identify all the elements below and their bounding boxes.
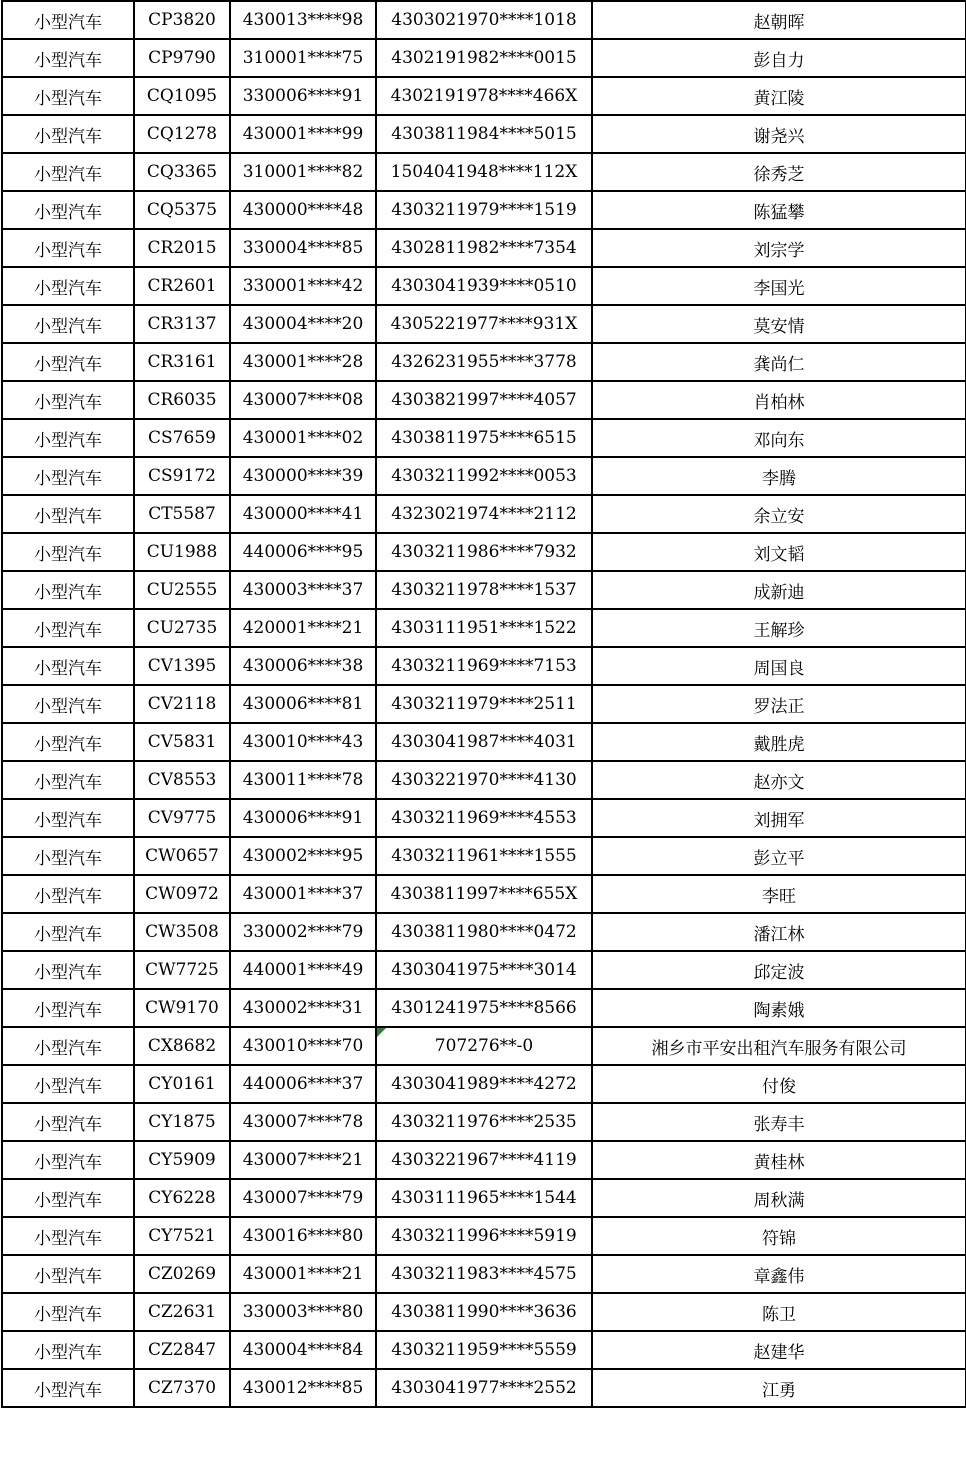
code-cell: 430013****98	[230, 1, 376, 39]
vehicle-type-cell: 小型汽车	[2, 1027, 134, 1065]
table-body	[2, 1, 966, 1407]
plate-number-cell: CV2118	[134, 685, 230, 723]
owner-name-cell: 周秋满	[592, 1179, 966, 1217]
id-number-cell: 4303811984****5015	[376, 115, 592, 153]
plate-number-cell: CY5909	[134, 1141, 230, 1179]
id-number-cell: 4303821997****4057	[376, 381, 592, 419]
code-cell: 430012****85	[230, 1369, 376, 1407]
table-row	[2, 1217, 966, 1255]
owner-name-cell: 肖柏林	[592, 381, 966, 419]
table-row	[2, 913, 966, 951]
owner-name-cell: 李旺	[592, 875, 966, 913]
code-cell: 430002****31	[230, 989, 376, 1027]
plate-number-cell: CW3508	[134, 913, 230, 951]
plate-number-cell: CV5831	[134, 723, 230, 761]
id-number-cell: 4326231955****3778	[376, 343, 592, 381]
owner-name-cell: 刘宗学	[592, 229, 966, 267]
id-number-cell: 4301241975****8566	[376, 989, 592, 1027]
plate-number-cell: CW0657	[134, 837, 230, 875]
table-row	[2, 305, 966, 343]
vehicle-type-cell: 小型汽车	[2, 989, 134, 1027]
vehicle-type-cell: 小型汽车	[2, 647, 134, 685]
id-number-cell: 4303211996****5919	[376, 1217, 592, 1255]
owner-name-cell: 龚尚仁	[592, 343, 966, 381]
code-cell: 330001****42	[230, 267, 376, 305]
plate-number-cell: CP3820	[134, 1, 230, 39]
table-row	[2, 495, 966, 533]
owner-name-cell: 王解珍	[592, 609, 966, 647]
table-row	[2, 1065, 966, 1103]
id-number-cell: 4303111951****1522	[376, 609, 592, 647]
vehicle-type-cell: 小型汽车	[2, 1, 134, 39]
id-number-cell: 4303211992****0053	[376, 457, 592, 495]
vehicle-type-cell: 小型汽车	[2, 381, 134, 419]
plate-number-cell: CV8553	[134, 761, 230, 799]
owner-name-cell: 李腾	[592, 457, 966, 495]
vehicle-type-cell: 小型汽车	[2, 609, 134, 647]
vehicle-type-cell: 小型汽车	[2, 723, 134, 761]
code-cell: 420001****21	[230, 609, 376, 647]
vehicle-type-cell: 小型汽车	[2, 799, 134, 837]
code-cell: 430006****81	[230, 685, 376, 723]
table-row	[2, 989, 966, 1027]
code-cell: 430001****99	[230, 115, 376, 153]
id-number-cell: 1504041948****112X	[376, 153, 592, 191]
plate-number-cell: CQ3365	[134, 153, 230, 191]
table-row	[2, 77, 966, 115]
owner-name-cell: 莫安情	[592, 305, 966, 343]
owner-name-cell: 李国光	[592, 267, 966, 305]
table-row	[2, 875, 966, 913]
code-cell: 430016****80	[230, 1217, 376, 1255]
vehicle-type-cell: 小型汽车	[2, 533, 134, 571]
table-row	[2, 1179, 966, 1217]
table-row	[2, 39, 966, 77]
id-number-cell: 4303211979****1519	[376, 191, 592, 229]
vehicle-type-cell: 小型汽车	[2, 77, 134, 115]
table-row	[2, 1255, 966, 1293]
id-number-cell: 4303811990****3636	[376, 1293, 592, 1331]
id-number-cell: 4303021970****1018	[376, 1, 592, 39]
owner-name-cell: 戴胜虎	[592, 723, 966, 761]
plate-number-cell: CZ2847	[134, 1331, 230, 1369]
vehicle-type-cell: 小型汽车	[2, 761, 134, 799]
code-cell: 430006****38	[230, 647, 376, 685]
owner-name-cell: 徐秀芝	[592, 153, 966, 191]
id-number-cell: 4303041989****4272	[376, 1065, 592, 1103]
owner-name-cell: 江勇	[592, 1369, 966, 1407]
id-number-cell: 4303211969****4553	[376, 799, 592, 837]
plate-number-cell: CX8682	[134, 1027, 230, 1065]
plate-number-cell: CU2555	[134, 571, 230, 609]
table-row	[2, 647, 966, 685]
code-cell: 330006****91	[230, 77, 376, 115]
vehicle-type-cell: 小型汽车	[2, 685, 134, 723]
id-number-cell: 4303221967****4119	[376, 1141, 592, 1179]
table-row	[2, 343, 966, 381]
table-row	[2, 571, 966, 609]
table-row	[2, 381, 966, 419]
id-number-cell: 4303211961****1555	[376, 837, 592, 875]
id-number-cell: 4303211969****7153	[376, 647, 592, 685]
plate-number-cell: CW0972	[134, 875, 230, 913]
owner-name-cell: 陈猛攀	[592, 191, 966, 229]
table-row	[2, 191, 966, 229]
code-cell: 430007****21	[230, 1141, 376, 1179]
table-row	[2, 229, 966, 267]
code-cell: 430004****20	[230, 305, 376, 343]
plate-number-cell: CS9172	[134, 457, 230, 495]
vehicle-type-cell: 小型汽车	[2, 1217, 134, 1255]
plate-number-cell: CR2601	[134, 267, 230, 305]
plate-number-cell: CR2015	[134, 229, 230, 267]
owner-name-cell: 赵亦文	[592, 761, 966, 799]
owner-name-cell: 章鑫伟	[592, 1255, 966, 1293]
plate-number-cell: CY7521	[134, 1217, 230, 1255]
vehicle-type-cell: 小型汽车	[2, 1141, 134, 1179]
vehicle-type-cell: 小型汽车	[2, 571, 134, 609]
owner-name-cell: 罗法正	[592, 685, 966, 723]
id-number-cell: 4303811980****0472	[376, 913, 592, 951]
table-row	[2, 115, 966, 153]
code-cell: 430001****02	[230, 419, 376, 457]
code-cell: 430002****95	[230, 837, 376, 875]
code-cell: 430000****41	[230, 495, 376, 533]
owner-name-cell: 余立安	[592, 495, 966, 533]
plate-number-cell: CR3161	[134, 343, 230, 381]
table-row	[2, 153, 966, 191]
code-cell: 430007****79	[230, 1179, 376, 1217]
plate-number-cell: CS7659	[134, 419, 230, 457]
owner-name-cell: 符锦	[592, 1217, 966, 1255]
owner-name-cell: 陶素娥	[592, 989, 966, 1027]
id-number-cell: 4303041975****3014	[376, 951, 592, 989]
id-number-cell: 4303211986****7932	[376, 533, 592, 571]
code-cell: 440001****49	[230, 951, 376, 989]
vehicle-type-cell: 小型汽车	[2, 1103, 134, 1141]
id-number-cell: 4303221970****4130	[376, 761, 592, 799]
owner-name-cell: 赵建华	[592, 1331, 966, 1369]
table-row	[2, 457, 966, 495]
table-row	[2, 1293, 966, 1331]
code-cell: 330002****79	[230, 913, 376, 951]
id-number-cell: 4303211978****1537	[376, 571, 592, 609]
plate-number-cell: CV1395	[134, 647, 230, 685]
vehicle-type-cell: 小型汽车	[2, 267, 134, 305]
id-number-cell: 707276**-0	[376, 1027, 592, 1065]
code-cell: 430007****08	[230, 381, 376, 419]
owner-name-cell: 付俊	[592, 1065, 966, 1103]
table-row	[2, 799, 966, 837]
table-row	[2, 1369, 966, 1407]
owner-name-cell: 张寿丰	[592, 1103, 966, 1141]
plate-number-cell: CT5587	[134, 495, 230, 533]
vehicle-type-cell: 小型汽车	[2, 1065, 134, 1103]
table-row	[2, 685, 966, 723]
plate-number-cell: CR3137	[134, 305, 230, 343]
plate-number-cell: CY1875	[134, 1103, 230, 1141]
code-cell: 430006****91	[230, 799, 376, 837]
id-number-cell: 4303211976****2535	[376, 1103, 592, 1141]
id-number-cell: 4323021974****2112	[376, 495, 592, 533]
code-cell: 430001****21	[230, 1255, 376, 1293]
owner-name-cell: 湘乡市平安出租汽车服务有限公司	[592, 1027, 966, 1065]
plate-number-cell: CW9170	[134, 989, 230, 1027]
table-row	[2, 1027, 966, 1065]
code-cell: 430000****48	[230, 191, 376, 229]
owner-name-cell: 彭立平	[592, 837, 966, 875]
table-row	[2, 761, 966, 799]
plate-number-cell: CZ0269	[134, 1255, 230, 1293]
table-row	[2, 1141, 966, 1179]
code-cell: 330003****80	[230, 1293, 376, 1331]
table-row	[2, 533, 966, 571]
code-cell: 430011****78	[230, 761, 376, 799]
table-row	[2, 1331, 966, 1369]
owner-name-cell: 黄江陵	[592, 77, 966, 115]
code-cell: 440006****95	[230, 533, 376, 571]
owner-name-cell: 邱定波	[592, 951, 966, 989]
code-cell: 430001****28	[230, 343, 376, 381]
plate-number-cell: CU2735	[134, 609, 230, 647]
plate-number-cell: CP9790	[134, 39, 230, 77]
plate-number-cell: CQ5375	[134, 191, 230, 229]
plate-number-cell: CW7725	[134, 951, 230, 989]
code-cell: 440006****37	[230, 1065, 376, 1103]
vehicle-type-cell: 小型汽车	[2, 1369, 134, 1407]
id-number-cell: 4303041977****2552	[376, 1369, 592, 1407]
id-number-cell: 4303811975****6515	[376, 419, 592, 457]
owner-name-cell: 彭自力	[592, 39, 966, 77]
code-cell: 430003****37	[230, 571, 376, 609]
vehicle-owner-table	[1, 0, 966, 1408]
vehicle-type-cell: 小型汽车	[2, 457, 134, 495]
owner-name-cell: 刘拥军	[592, 799, 966, 837]
table-row	[2, 837, 966, 875]
plate-number-cell: CY0161	[134, 1065, 230, 1103]
vehicle-type-cell: 小型汽车	[2, 153, 134, 191]
owner-name-cell: 成新迪	[592, 571, 966, 609]
id-number-cell: 4302191982****0015	[376, 39, 592, 77]
vehicle-type-cell: 小型汽车	[2, 913, 134, 951]
code-cell: 430000****39	[230, 457, 376, 495]
owner-name-cell: 刘文韬	[592, 533, 966, 571]
vehicle-type-cell: 小型汽车	[2, 39, 134, 77]
code-cell: 310001****75	[230, 39, 376, 77]
plate-number-cell: CZ7370	[134, 1369, 230, 1407]
vehicle-type-cell: 小型汽车	[2, 837, 134, 875]
table-row	[2, 1103, 966, 1141]
vehicle-type-cell: 小型汽车	[2, 229, 134, 267]
id-number-cell: 4303811997****655X	[376, 875, 592, 913]
table-row	[2, 951, 966, 989]
id-number-cell: 4303211959****5559	[376, 1331, 592, 1369]
plate-number-cell: CU1988	[134, 533, 230, 571]
code-cell: 430010****43	[230, 723, 376, 761]
vehicle-type-cell: 小型汽车	[2, 495, 134, 533]
owner-name-cell: 谢尧兴	[592, 115, 966, 153]
owner-name-cell: 周国良	[592, 647, 966, 685]
plate-number-cell: CQ1278	[134, 115, 230, 153]
table-row	[2, 723, 966, 761]
vehicle-type-cell: 小型汽车	[2, 305, 134, 343]
code-cell: 430010****70	[230, 1027, 376, 1065]
code-cell: 430004****84	[230, 1331, 376, 1369]
id-number-cell: 4302191978****466X	[376, 77, 592, 115]
vehicle-type-cell: 小型汽车	[2, 951, 134, 989]
owner-name-cell: 黄桂林	[592, 1141, 966, 1179]
vehicle-type-cell: 小型汽车	[2, 343, 134, 381]
vehicle-type-cell: 小型汽车	[2, 1331, 134, 1369]
code-cell: 330004****85	[230, 229, 376, 267]
plate-number-cell: CQ1095	[134, 77, 230, 115]
id-number-cell: 4302811982****7354	[376, 229, 592, 267]
vehicle-type-cell: 小型汽车	[2, 419, 134, 457]
vehicle-type-cell: 小型汽车	[2, 1293, 134, 1331]
table-row	[2, 1, 966, 39]
vehicle-type-cell: 小型汽车	[2, 875, 134, 913]
owner-name-cell: 赵朝晖	[592, 1, 966, 39]
id-number-cell: 4303041939****0510	[376, 267, 592, 305]
id-number-cell: 4303211983****4575	[376, 1255, 592, 1293]
code-cell: 430007****78	[230, 1103, 376, 1141]
owner-name-cell: 陈卫	[592, 1293, 966, 1331]
owner-name-cell: 潘江林	[592, 913, 966, 951]
plate-number-cell: CR6035	[134, 381, 230, 419]
table-row	[2, 609, 966, 647]
vehicle-type-cell: 小型汽车	[2, 1179, 134, 1217]
table-row	[2, 267, 966, 305]
id-number-cell: 4303111965****1544	[376, 1179, 592, 1217]
vehicle-type-cell: 小型汽车	[2, 191, 134, 229]
plate-number-cell: CY6228	[134, 1179, 230, 1217]
vehicle-type-cell: 小型汽车	[2, 115, 134, 153]
id-number-cell: 4305221977****931X	[376, 305, 592, 343]
owner-name-cell: 邓向东	[592, 419, 966, 457]
id-number-cell: 4303211979****2511	[376, 685, 592, 723]
code-cell: 310001****82	[230, 153, 376, 191]
vehicle-type-cell: 小型汽车	[2, 1255, 134, 1293]
code-cell: 430001****37	[230, 875, 376, 913]
table-row	[2, 419, 966, 457]
plate-number-cell: CZ2631	[134, 1293, 230, 1331]
id-number-cell: 4303041987****4031	[376, 723, 592, 761]
plate-number-cell: CV9775	[134, 799, 230, 837]
